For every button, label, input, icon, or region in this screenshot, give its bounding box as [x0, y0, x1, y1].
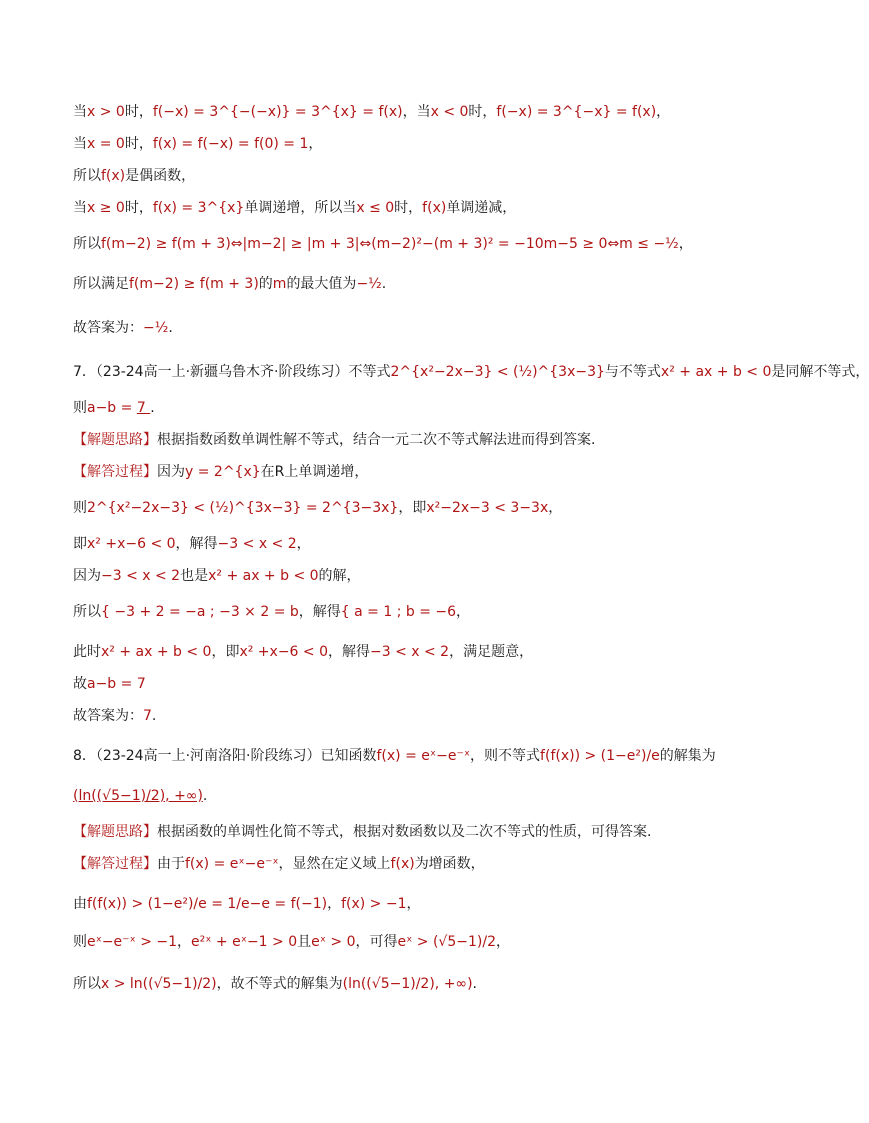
- text-line: 当x > 0时，f(−x) = 3^{−(−x)} = 3^{x} = f(x)，当x < 0时，f(−x) = 3^{−x} = f(x)，: [73, 104, 671, 120]
- text-line: 因为−3 < x < 2也是x² + ax + b < 0的解，: [73, 568, 361, 584]
- text-line: 所以满足f(m−2) ≥ f(m + 3)的m的最大值为−½.: [73, 276, 387, 292]
- text-line: 【解题思路】根据函数的单调性化简不等式，根据对数函数以及二次不等式的性质，可得答案.: [73, 824, 652, 840]
- question-8: 8．（23-24高一上·河南洛阳·阶段练习）已知函数f(x) = eˣ−e⁻ˣ，则不等式f(f(x)) > (1−e²)/e的解集为: [73, 748, 716, 764]
- text-line: 由f(f(x)) > (1−e²)/e = 1/e−e = f(−1)，f(x) > −1，: [73, 896, 421, 912]
- text-line: 所以f(x)是偶函数，: [73, 168, 196, 184]
- answer-blank: 7: [136, 400, 151, 416]
- text-line: 所以f(m−2) ≥ f(m + 3)⇔|m−2| ≥ |m + 3|⇔(m−2)²−(m + 3)² = −10m−5 ≥ 0⇔m ≤ −½，: [73, 236, 693, 252]
- text-line: 此时x² + ax + b < 0，即x² +x−6 < 0，解得−3 < x < 2，满足题意，: [73, 644, 534, 660]
- text-line: 故答案为：7.: [73, 708, 157, 724]
- text-line: 所以{ −3 + 2 = −a ; −3 × 2 = b，解得{ a = 1 ; b = −6，: [73, 604, 471, 620]
- text-line: 【解答过程】因为y = 2^{x}在R上单调递增，: [73, 464, 369, 480]
- text-line: 【解题思路】根据指数函数单调性解不等式，结合一元二次不等式解法进而得到答案.: [73, 432, 596, 448]
- text-line: 故a−b = 7: [73, 676, 146, 692]
- text-line: 当x ≥ 0时，f(x) = 3^{x}单调递增，所以当x ≤ 0时，f(x)单调递减，: [73, 200, 517, 216]
- text-line: 当x = 0时，f(x) = f(−x) = f(0) = 1，: [73, 136, 323, 152]
- question-7: 7．（23-24高一上·新疆乌鲁木齐·阶段练习）不等式2^{x²−2x−3} < (½)^{3x−3}与不等式x² + ax + b < 0是同解不等式，: [73, 364, 869, 380]
- text-line: 故答案为：−½.: [73, 320, 173, 336]
- answer-blank: (ln((√5−1)/2), +∞): [73, 788, 203, 804]
- text-line: 即x² +x−6 < 0，解得−3 < x < 2，: [73, 536, 311, 552]
- text-line: 【解答过程】由于f(x) = eˣ−e⁻ˣ，显然在定义域上f(x)为增函数，: [73, 856, 485, 872]
- text-line: 则a−b = 7 .: [73, 400, 155, 416]
- text-line: 所以x > ln((√5−1)/2)，故不等式的解集为(ln((√5−1)/2), +∞).: [73, 976, 477, 992]
- text-line: 则eˣ−e⁻ˣ > −1，e²ˣ + eˣ−1 > 0且eˣ > 0，可得eˣ > (√5−1)/2，: [73, 934, 510, 950]
- text-line: (ln((√5−1)/2), +∞).: [73, 788, 208, 804]
- text-line: 则2^{x²−2x−3} < (½)^{3x−3} = 2^{3−3x}，即x²−2x−3 < 3−3x，: [73, 500, 563, 516]
